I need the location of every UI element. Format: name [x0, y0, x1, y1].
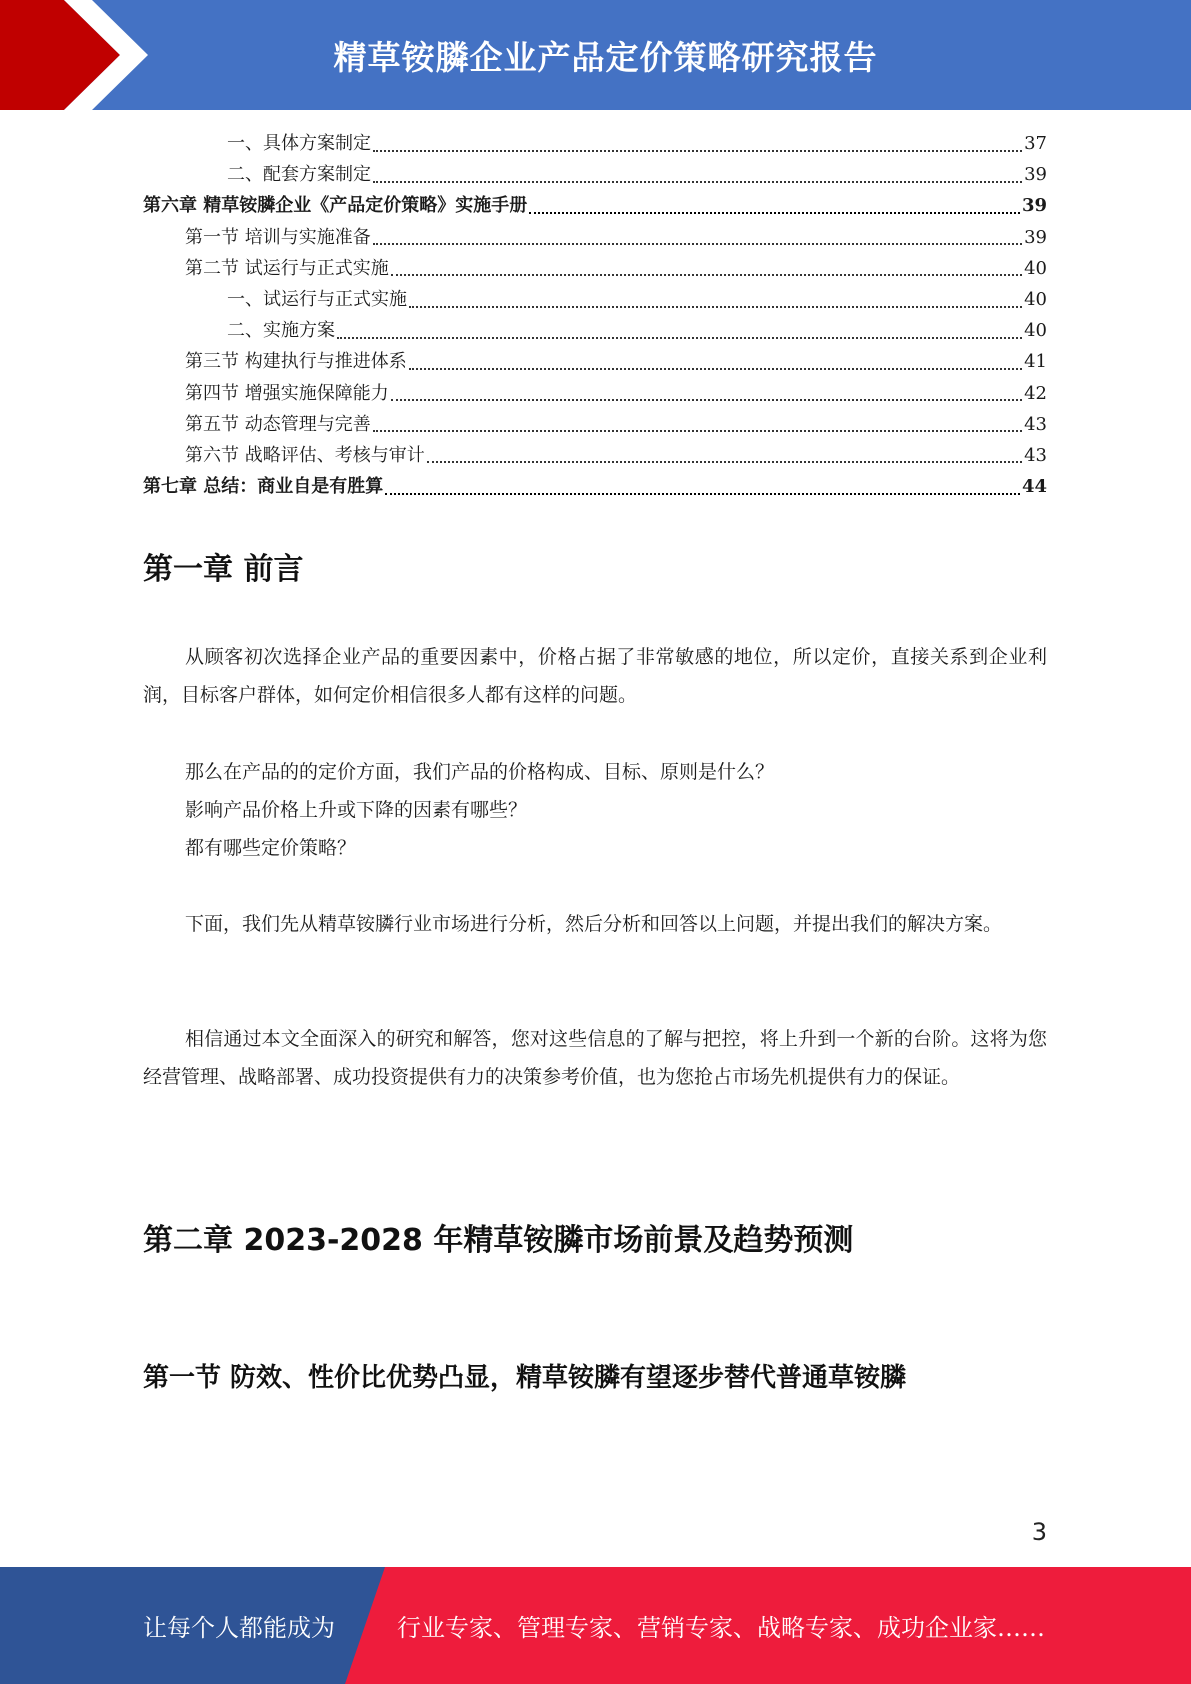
toc-entry-label: 二、实施方案 [227, 320, 335, 342]
toc-leader-dots [373, 150, 1022, 152]
toc-leader-dots [409, 368, 1022, 370]
toc-leader-dots [373, 430, 1022, 432]
toc-entry-label: 一、试运行与正式实施 [227, 288, 407, 310]
toc-entry[interactable] [143, 440, 1047, 471]
toc-leader-dots [409, 306, 1022, 308]
toc-leader-dots [373, 181, 1022, 183]
toc-entry-page: 37 [1024, 133, 1047, 154]
chapter-1-title: 第一章 前言 [143, 552, 304, 587]
toc-entry-label: 第三节 构建执行与推进体系 [185, 351, 407, 373]
toc-entry-label: 一、具体方案制定 [227, 133, 371, 154]
toc-entry-page: 43 [1024, 413, 1047, 435]
chapter-1-paragraph-1: 从顾客初次选择企业产品的重要因素中，价格占据了非常敏感的地位，所以定价，直接关系到企业利润，目标客户群体，如何定价相信很多人都有这样的问题。 [143, 646, 1047, 706]
toc-entry-page: 39 [1024, 164, 1047, 186]
chapter-1-question-1: 那么在产品的的定价方面，我们产品的价格构成、目标、原则是什么？ [185, 761, 775, 783]
footer-slogan-right: 行业专家、管理专家、营销专家、战略专家、成功企业家…… [397, 1614, 1045, 1642]
toc-entry[interactable] [143, 471, 1047, 502]
toc-entry-label: 第七章 总结：商业自是有胜算 [143, 476, 384, 498]
chapter-2-title: 第二章 2023-2028 年精草铵膦市场前景及趋势预测 [143, 1223, 854, 1258]
toc-entry-label: 第六节 战略评估、考核与审计 [185, 444, 425, 466]
toc-entry-label: 第一节 培训与实施准备 [185, 226, 371, 248]
toc-entry-page: 40 [1024, 288, 1047, 310]
toc-entry-page: 40 [1024, 257, 1047, 279]
toc-entry[interactable] [143, 253, 1047, 284]
chapter-1-paragraph-3: 相信通过本文全面深入的研究和解答，您对这些信息的了解与把控，将上升到一个新的台阶。这将为您经营管理、战略部署、成功投资提供有力的决策参考价值，也为您抢占市场先机提供有力的保证。 [143, 1028, 1047, 1088]
toc-entry[interactable] [143, 190, 1047, 221]
toc-entry-label: 第二节 试运行与正式实施 [185, 257, 389, 279]
toc-entry-page: 41 [1024, 351, 1047, 373]
page-number: 3 [1031, 1518, 1047, 1546]
toc-leader-dots [385, 493, 1020, 495]
toc-entry-label: 二、配套方案制定 [227, 164, 371, 186]
toc-leader-dots [529, 212, 1020, 214]
toc-entry[interactable] [143, 128, 1047, 159]
toc-entry-page: 39 [1024, 226, 1047, 248]
toc-entry[interactable] [143, 315, 1047, 346]
table-of-contents [143, 128, 1047, 502]
chapter-2-section-1-title: 第一节 防效、性价比优势凸显，精草铵膦有望逐步替代普通草铵膦 [143, 1363, 907, 1393]
toc-leader-dots [391, 274, 1022, 276]
toc-leader-dots [391, 399, 1022, 401]
chapter-1-question-3: 都有哪些定价策略？ [185, 837, 357, 859]
toc-leader-dots [337, 337, 1022, 339]
toc-entry-page: 42 [1024, 382, 1047, 404]
toc-leader-dots [427, 461, 1022, 463]
toc-entry[interactable] [143, 284, 1047, 315]
toc-entry-label: 第四节 增强实施保障能力 [185, 382, 389, 404]
chapter-1-paragraph-2: 下面，我们先从精草铵膦行业市场进行分析，然后分析和回答以上问题，并提出我们的解决方案。 [185, 913, 1003, 935]
toc-entry-page: 40 [1024, 320, 1047, 342]
toc-entry[interactable] [143, 222, 1047, 253]
toc-entry-page: 39 [1021, 195, 1047, 217]
page-header [0, 0, 1191, 110]
toc-entry[interactable] [143, 409, 1047, 440]
toc-entry[interactable] [143, 159, 1047, 190]
toc-entry[interactable] [143, 346, 1047, 377]
toc-entry-page: 43 [1024, 444, 1047, 466]
page-footer [0, 1567, 1191, 1684]
toc-entry-page: 44 [1021, 476, 1047, 498]
header-arrow-decoration [0, 0, 160, 110]
chapter-1-question-2: 影响产品价格上升或下降的因素有哪些？ [185, 799, 528, 821]
toc-entry[interactable] [143, 378, 1047, 409]
toc-entry-label: 第五节 动态管理与完善 [185, 413, 371, 435]
report-title: 精草铵膦企业产品定价策略研究报告 [333, 37, 878, 77]
toc-leader-dots [373, 243, 1022, 245]
toc-entry-label: 第六章 精草铵膦企业《产品定价策略》实施手册 [143, 195, 528, 217]
footer-slogan-left: 让每个人都能成为 [143, 1614, 335, 1642]
